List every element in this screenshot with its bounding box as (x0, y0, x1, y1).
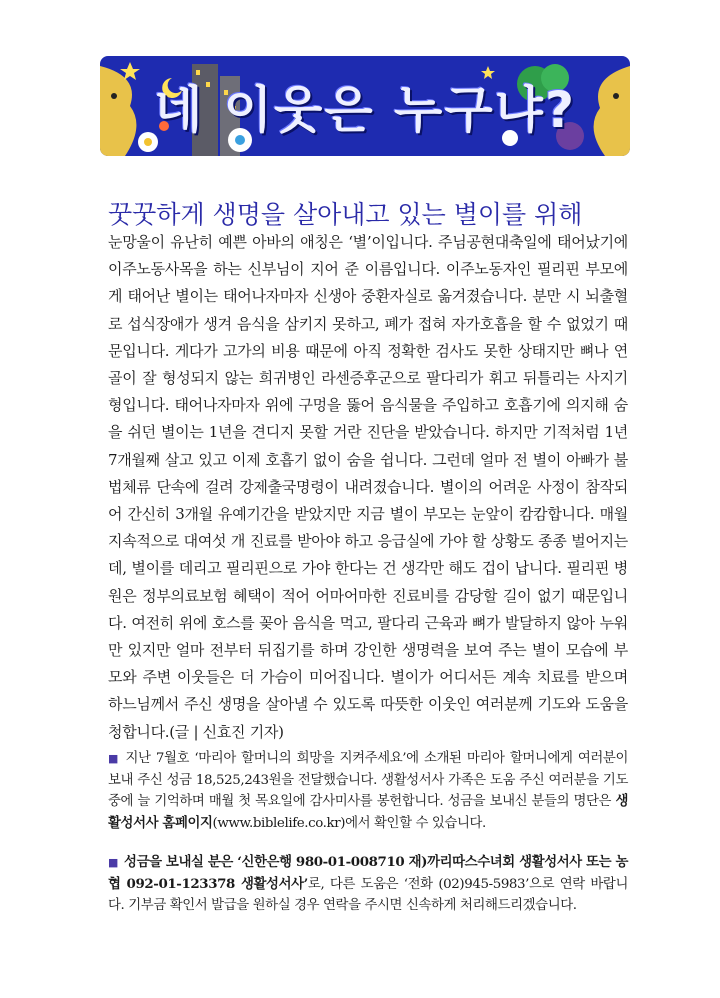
article-byline: (글 | 신효진 기자) (169, 722, 284, 741)
note1-text: 지난 7월호 ‘마리아 할머니의 희망을 지켜주세요’에 소개된 마리아 할머니에게 여러분이 보내 주신 성금 18,525,243원을 전달했습니다. 생활성서사 가족은 도움 주신 여러분을 기도 중에 늘 기억하며 매월 첫 목요일에 감사미사를 봉헌합니다. 성금을 보내신 분들의 명단은 (108, 751, 628, 809)
website-link[interactable]: (www.biblelife.co.kr) (212, 815, 346, 831)
banner-title: 네 이웃은 누구냐? (154, 81, 576, 139)
donation-result-note (108, 748, 628, 834)
square-bullet-icon: ■ (108, 856, 119, 869)
square-bullet-icon: ■ (108, 752, 120, 765)
article-body (108, 229, 628, 746)
bank-account-info: 성금을 보내실 분은 ‘신한은행 980-01-008710 재)까리따스수녀회 생활성서사 또는 농협 092-01-123378 생활성서사’ (108, 854, 628, 892)
title-banner (100, 56, 630, 156)
article-headline: 꿋꿋하게 생명을 살아내고 있는 별이를 위해 (108, 199, 583, 229)
note1-site-name: 생활성서사 홈페이지 (108, 793, 628, 831)
note1-tail: 에서 확인할 수 있습니다. (345, 815, 486, 831)
note2-text: 로, 다른 도움은 ‘전화 (02)945-5983’으로 연락 바랍니다. 기부금 확인서 발급을 원하실 경우 연락을 주시면 신속하게 처리해드리겠습니다. (108, 876, 628, 913)
donation-info-note (108, 852, 628, 917)
article-body-text: 눈망울이 유난히 예쁜 아바의 애칭은 ‘별’이입니다. 주님공현대축일에 태어났기에 이주노동사목을 하는 신부님이 지어 준 이름입니다. 이주노동자인 필리핀 부모에게 태어난 별이는 태어나자마자 신생아 중환자실로 옮겨졌습니다. 분만 시 뇌출혈로 섭식장애가 생겨 음식을 삼키지 못하고, 폐가 접혀 자가호흡을 할 수 없었기 때문입니다. 게다가 고가의 비용 때문에 아직 정확한 검사도 못한 상태지만 뼈나 연골이 잘 형성되지 않는 희귀병인 라센증후군으로 팔다리가 휘고 뒤틀리는 사지기형입니다. 태어나자마자 위에 구멍을 뚫어 음식물을 주입하고 호흡기에 의지해 숨을 쉬던 별이는 1년을 견디지 못할 거란 진단을 받았습니다. 하지만 기적처럼 1년 7개월째 살고 있고 이제 호흡기 없이 숨을 쉽니다. 그런데 얼마 전 별이 아빠가 불법체류 단속에 걸려 강제출국명령이 내려졌습니다. 별이의 어려운 사정이 참작되어 간신히 3개월 유예기간을 받았지만 지금 별이 부모는 눈앞이 캄캄합니다. 매월 지속적으로 대여섯 개 진료를 받아야 하고 응급실에 가야 할 상황도 종종 벌어지는데, 별이를 데리고 필리핀으로 가야 한다는 건 생각만 해도 겁이 납니다. 필리핀 병원은 정부의료보험 혜택이 적어 어마어마한 진료비를 감당할 길이 없기 때문입니다. 여전히 위에 호스를 꽂아 음식을 먹고, 팔다리 근육과 뼈가 발달하지 않아 누워만 있지만 얼마 전부터 뒤집기를 하며 강인한 생명력을 보여 주는 별이 모습에 부모와 주변 이웃들은 더 가슴이 미어집니다. 별이가 어디서든 계속 치료를 받으며 하느님께서 주신 생명을 살아낼 수 있도록 따뜻한 이웃인 여러분께 기도와 도움을 청합니다. (108, 233, 628, 741)
